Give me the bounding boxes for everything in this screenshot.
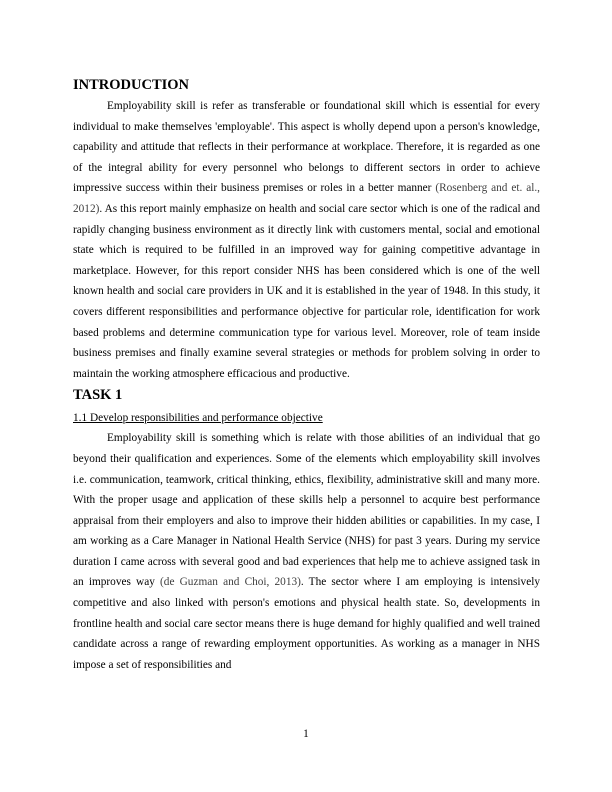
introduction-heading: INTRODUCTION [73,77,190,93]
page-number: 1 [303,728,309,740]
task1-text-part-1: Employability skill is something which is relate with those abilities of an individual that go beyond their qualification and experiences. Some of the elements which employability skill involves i.e. communication, teamwork, critical thinking, ethics, flexibility, administrative skill and many more. With the proper usage and application of these skills help a personnel to acquire best performance appraisal from their employers and also to improve their hidden abilities or capabilities. In my case, I am working as a Care Manager in National Health Service (NHS) for past 3 years. During my service duration I came across with several good and bad experiences that help me to achieve assigned task in an improves way [73,432,540,589]
intro-text-part-1: Employability skill is refer as transferable or foundational skill which is essential for every individual to make themselves 'employable'. This aspect is wholly depend upon a person's knowledge, capability and attitude that reflects in their performance at workplace. Therefore, it is regarded as one of the integral ability for every personnel who belongs to different sectors in order to achieve impressive success within their business premises or roles in a better manner [73,100,540,195]
intro-text-part-2: . As this report mainly emphasize on health and social care sector which is one of the radical and rapidly changing business environment as it directly link with customers mental, social and emotional state which is required to be fulfilled in an improved way for gaining competitive advantage in marketplace. However, for this report consider NHS has been considered which is one of the well known health and social care providers in UK and it is established in the year of 1948. In this study, it covers different responsibilities and performance objective for particular role, identification for work based problems and determine communication type for various level. Moreover, role of team inside business premises and finally examine several strategies or methods for problem solving in order to maintain the working atmosphere efficacious and productive. [73,202,540,380]
task1-subheading: 1.1 Develop responsibilities and performance objective [73,412,323,425]
citation-de-guzman: (de Guzman and Choi, 2013) [160,576,301,589]
introduction-paragraph [73,96,540,384]
document-page [73,74,540,675]
task1-text-part-2: . The sector where I am employing is intensively competitive and also linked with person's emotions and physical health state. So, developments in frontline health and social care sector means there is huge demand for highly qualified and well trained candidate across a range of rewarding employment opportunities. As working as a manager in NHS impose a set of responsibilities and [73,576,541,671]
citation-rosenberg: (Rosenberg and et. al., 2012) [73,182,540,215]
task1-paragraph [73,428,540,675]
task1-heading: TASK 1 [73,387,123,404]
